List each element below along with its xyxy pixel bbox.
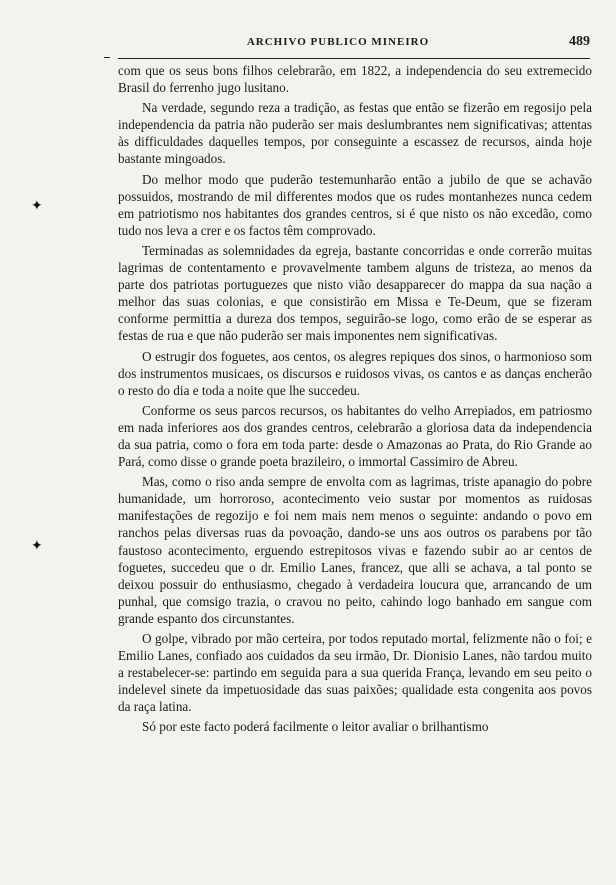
page-number: 489: [569, 34, 590, 49]
paragraph: Na verdade, segundo reza a tradição, as festas que então se fizerão em regosijo pela independencia da patria não puderão ser mais deslumbrantes nem significativas; attentas às difficuldades daquelles tempos, por conseguinte a escassez de recursos, ainda hoje bastante mingoados.: [118, 100, 592, 167]
page-header: [118, 36, 598, 54]
paragraph: Só por este facto poderá facilmente o leitor avaliar o brilhantismo: [142, 719, 489, 735]
paragraph: Mas, como o riso anda sempre de envolta com as lagrimas, triste apanagio do pobre humanidade, um horroroso, acontecimento veio sustar por momentos as ruidosas manifestações de regozijo e foi nem mais nem menos o seguinte: andando o povo em ranchos pelas diversas ruas da povoação, dando-se uns aos outros os parabens por tão faustoso acontecimento, erguendo estrepitosos vivas e fazendo subir ao ar centos de foguetes, succedeu que o dr. Emilio Lanes, francez, que alli se achava, a tal ponto se deixou possuir do enthusiasmo, chegado à verdadeira loucura que, arrancando de um punhal, que comsigo trazia, o cravou no peito, cahindo logo banhado em sangue com grande espanto dos circunstantes.: [118, 474, 592, 626]
paragraph: O estrugir dos foguetes, aos centos, os alegres repiques dos sinos, o harmonioso som dos instrumentos musicaes, os discursos e ruidosos vivas, os cantos e as danças encherão o resto do dia e toda a noite que lhe succedeu.: [118, 348, 592, 398]
running-title: ARCHIVO PUBLICO MINEIRO: [246, 36, 430, 48]
header-rule: [118, 58, 590, 59]
paragraph: Conforme os seus parcos recursos, os habitantes do velho Arrepiados, em patriosmo em nada inferiores aos dos grandes centros, celebrarão a gloriosa data da independencia da sua patria, como o fora em toda parte: desde o Amazonas ao Prata, do Rio Grande ao Pará, como disse o grande poeta brazileiro, o immortal Cassimiro de Abreu.: [118, 402, 592, 470]
paragraph: O golpe, vibrado por mão certeira, por todos reputado mortal, felizmente não o foi; e Emilio Lanes, confiado aos cuidados da seu irmão, Dr. Dionisio Lanes, não tardou muito a restabelecer-se: partindo em seguida para a sua querida França, levando em seu peito o indelevel sinete da impetuosidade das suas paixões; qualidade esta congenita aos povos da raça latina.: [118, 631, 592, 715]
margin-mark: ✦: [31, 199, 43, 214]
margin-mark: ✦: [31, 539, 43, 554]
paragraph: Terminadas as solemnidades da egreja, bastante concorridas e onde correrão muitas lagrimas de contentamento e provavelmente tambem alguns de tristeza, ao menos da parte dos patriotas portuguezes que nisto vião desapparecer do mappa da sua nação a melhor das suas colonias, e que consistirão em Missa e Te-Deum, que se fizeram conforme permittia a dureza dos tempos, seguirão-se logo, como erão de se esperar as festas de rua e que não puderão ser mais imponentes nem significativas.: [118, 242, 592, 344]
header-rule-dash: [104, 57, 110, 58]
paragraph: Do melhor modo que puderão testemunharão então a jubilo de que se achavão possuidos, mostrando de mil differentes modos que os rudes montanhezes nunca cedem em patriotismo nos habitantes dos grandes centros, si é que nisto os não excedão, como tudo nos leva a crer e os factos têm comprovado.: [118, 171, 592, 238]
paragraph: com que os seus bons filhos celebrarão, em 1822, a independencia do seu extremecido Brasil do ferrenho jugo lusitano.: [118, 63, 592, 96]
body-text: [118, 62, 592, 739]
